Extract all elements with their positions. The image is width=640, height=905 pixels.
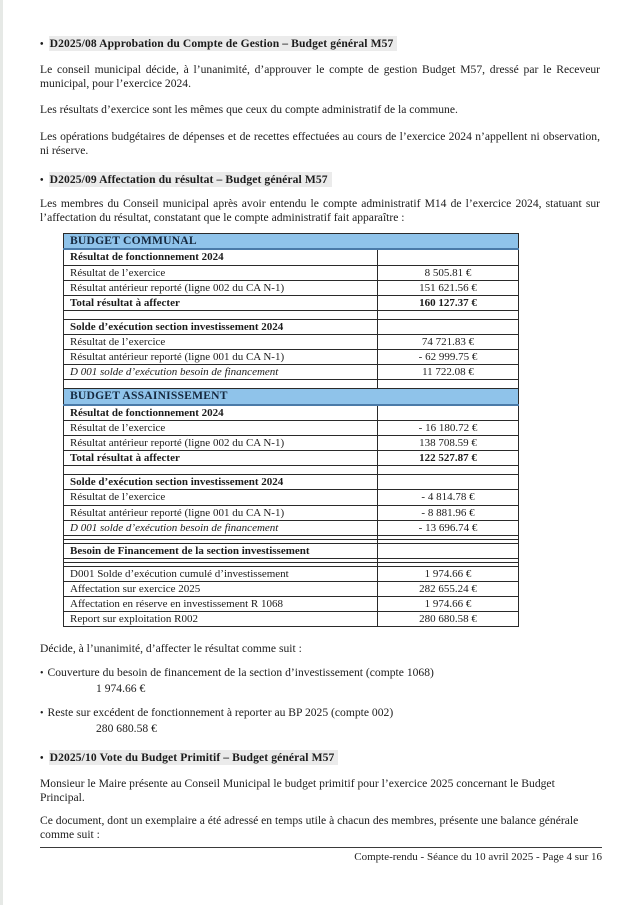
- row-value: 11 722.08 €: [378, 365, 519, 380]
- spacer-row: [64, 380, 519, 389]
- bullet-icon: •: [40, 752, 44, 764]
- row-label: Résultat de fonctionnement 2024: [64, 249, 378, 265]
- section-header-label: BUDGET ASSAINISSEMENT: [64, 389, 519, 405]
- table-row: [64, 436, 519, 451]
- row-value: 1 974.66 €: [378, 596, 519, 611]
- table-row: [64, 451, 519, 466]
- row-value: - 8 881.96 €: [378, 505, 519, 520]
- row-label: Résultat de l’exercice: [64, 334, 378, 349]
- row-value: 1 974.66 €: [378, 566, 519, 581]
- row-value: 160 127.37 €: [378, 295, 519, 310]
- scan-edge: [0, 0, 3, 905]
- row-value: - 16 180.72 €: [378, 421, 519, 436]
- paragraph: Monsieur le Maire présente au Conseil Municipal le budget primitif pour l’exercice 2025 concernant le Budget Principal.: [40, 776, 555, 804]
- table-row: [64, 520, 519, 535]
- table-section-header: [64, 233, 519, 249]
- row-label: D 001 solde d’exécution besoin de financement: [64, 520, 378, 535]
- row-value: 151 621.56 €: [378, 280, 519, 295]
- table-row: [64, 350, 519, 365]
- table-section-header: [64, 389, 519, 405]
- row-value: 280 680.58 €: [378, 612, 519, 627]
- table-row: [64, 581, 519, 596]
- bullet-icon: •: [40, 175, 44, 187]
- row-value: [378, 249, 519, 265]
- bullet-icon: •: [40, 39, 44, 50]
- table-row: [64, 334, 519, 349]
- list-item-label: • Reste sur excédent de fonctionnement à reporter au BP 2025 (compte 002): [40, 705, 394, 719]
- table-row: [64, 505, 519, 520]
- decision-text: Décide, à l’unanimité, d’affecter le résultat comme suit :: [40, 642, 302, 656]
- paragraph: Ce document, dont un exemplaire a été adressé en temps utile à chacun des membres, présente une balance générale comme suit :: [40, 814, 579, 841]
- row-value: [378, 405, 519, 421]
- row-label: Affectation sur exercice 2025: [64, 581, 378, 596]
- section-heading-d2025-10: [40, 751, 600, 764]
- paragraph: Le conseil municipal décide, à l’unanimité, d’approuver le compte de gestion Budget M57, dressé par le Receveur municipal, pour l’exercice 2024.: [40, 63, 600, 90]
- affectation-list: [40, 666, 600, 735]
- row-value: [378, 319, 519, 334]
- table-row: [64, 405, 519, 421]
- paragraph: Les opérations budgétaires de dépenses et de recettes effectuées au cours de l’exercice 2024 n’appellent ni observation, ni réserve.: [40, 130, 600, 157]
- bullet-icon: •: [40, 667, 44, 679]
- table-row: [64, 295, 519, 310]
- row-label: D001 Solde d’exécution cumulé d’investissement: [64, 566, 378, 581]
- page-footer: Compte-rendu - Séance du 10 avril 2025 - Page 4 sur 16: [40, 847, 602, 863]
- paragraph: Les résultats d’exercice sont les mêmes que ceux du compte administratif de la commune.: [40, 103, 458, 117]
- table-row: [64, 475, 519, 490]
- row-value: 122 527.87 €: [378, 451, 519, 466]
- row-label: Résultat antérieur reporté (ligne 001 du CA N-1): [64, 505, 378, 520]
- row-label: Résultat de l’exercice: [64, 490, 378, 505]
- row-label: Solde d’exécution section investissement 2024: [64, 475, 378, 490]
- table-row: [64, 612, 519, 627]
- bullet-icon: •: [40, 707, 44, 719]
- table-row: [64, 543, 519, 558]
- row-value: - 62 999.75 €: [378, 350, 519, 365]
- row-label: Total résultat à affecter: [64, 295, 378, 310]
- row-value: - 4 814.78 €: [378, 490, 519, 505]
- list-item-value: 1 974.66 €: [96, 681, 146, 695]
- list-item-value: 280 680.58 €: [96, 721, 157, 735]
- table-row: [64, 249, 519, 265]
- row-label: Résultat antérieur reporté (ligne 002 du CA N-1): [64, 280, 378, 295]
- row-label: Résultat antérieur reporté (ligne 001 du CA N-1): [64, 350, 378, 365]
- row-label: Résultat de l’exercice: [64, 265, 378, 280]
- row-value: [378, 543, 519, 558]
- table-row: [64, 596, 519, 611]
- table-row: [64, 365, 519, 380]
- table-row: [64, 280, 519, 295]
- table-row: [64, 319, 519, 334]
- row-label: Report sur exploitation R002: [64, 612, 378, 627]
- row-value: 74 721.83 €: [378, 334, 519, 349]
- table-row: [64, 566, 519, 581]
- list-item: [40, 706, 600, 735]
- table-row: [64, 490, 519, 505]
- row-value: 8 505.81 €: [378, 265, 519, 280]
- row-label: Affectation en réserve en investissement R 1068: [64, 596, 378, 611]
- spacer-row: [64, 466, 519, 475]
- section-heading-d2025-08: [40, 37, 600, 50]
- paragraph: Les membres du Conseil municipal après avoir entendu le compte administratif M14 de l’exercice 2024, statuant sur l’affectation du résultat, constatant que le compte administratif fait apparaître :: [40, 197, 600, 225]
- row-label: Solde d’exécution section investissement 2024: [64, 319, 378, 334]
- row-label: Résultat de l’exercice: [64, 421, 378, 436]
- heading-text: D2025/09 Affectation du résultat – Budget général M57: [49, 172, 332, 187]
- table-row: [64, 421, 519, 436]
- row-label: Résultat antérieur reporté (ligne 002 du CA N-1): [64, 436, 378, 451]
- row-label: Total résultat à affecter: [64, 451, 378, 466]
- row-value: - 13 696.74 €: [378, 520, 519, 535]
- row-label: Besoin de Financement de la section investissement: [64, 543, 378, 558]
- section-heading-d2025-09: [40, 173, 600, 186]
- row-label: D 001 solde d’exécution besoin de financement: [64, 365, 378, 380]
- list-item-label: • Couverture du besoin de financement de la section d’investissement (compte 1068): [40, 665, 434, 679]
- table-row: [64, 265, 519, 280]
- budget-table: [63, 233, 519, 627]
- row-value: 138 708.59 €: [378, 436, 519, 451]
- row-value: 282 655.24 €: [378, 581, 519, 596]
- heading-text: D2025/08 Approbation du Compte de Gestion – Budget général M57: [49, 36, 398, 51]
- section-header-label: BUDGET COMMUNAL: [64, 233, 519, 249]
- spacer-row: [64, 310, 519, 319]
- row-label: Résultat de fonctionnement 2024: [64, 405, 378, 421]
- row-value: [378, 475, 519, 490]
- list-item: [40, 666, 600, 695]
- heading-text: D2025/10 Vote du Budget Primitif – Budget général M57: [49, 750, 339, 765]
